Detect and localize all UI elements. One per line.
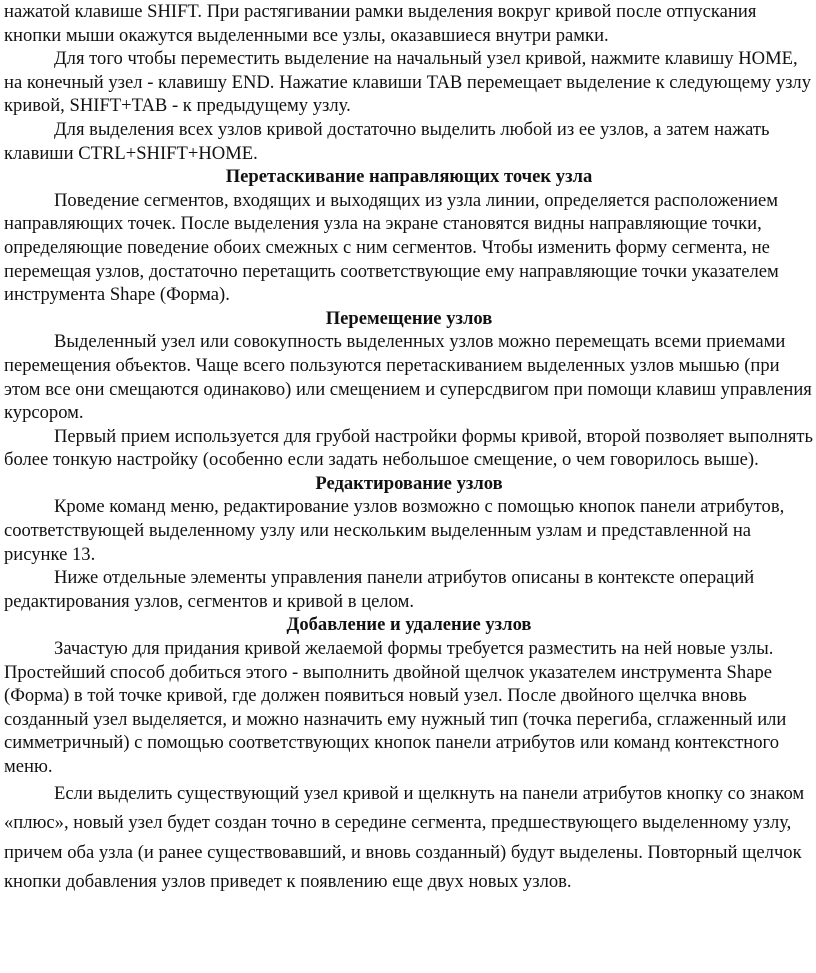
paragraph-first-method: Первый прием используется для грубой настройки формы кривой, второй позволяет выполнять более тонкую настройку (особенно если задать небольшое смещение, о чем говорилось выше). xyxy=(4,425,814,471)
heading-edit-nodes: Редактирование узлов xyxy=(315,472,503,494)
heading-move-nodes: Перемещение узлов xyxy=(325,307,493,329)
heading-add-remove-nodes: Добавление и удаление узлов xyxy=(286,614,532,636)
paragraph-home-end-keys: Для того чтобы переместить выделение на начальный узел кривой, нажмите клавишу HOME, на конечный узел - клавишу END. Нажатие клавиши TAB перемещает выделение к следующему узлу кривой, SHIFT+TAB - к предыдущему узлу. xyxy=(4,48,811,117)
paragraph-plus-button: Если выделить существующий узел кривой и щелкнуть на панели атрибутов кнопку со знаком «плюс», новый узел будет создан точно в середине сегмента, предшествующего выделенному узлу, причем оба узла (и ранее существовавший, и вновь созданный) будут выделены. Повторный щелчок кнопки добавления узлов приведет к появлению еще двух новых узлов. xyxy=(4,782,805,893)
heading-drag-control-points: Перетаскивание направляющих точек узла xyxy=(225,166,593,188)
paragraph-controls-described: Ниже отдельные элементы управления панели атрибутов описаны в контексте операций редактирования узлов, сегментов и кривой в целом. xyxy=(4,567,755,612)
paragraph-add-nodes: Зачастую для придания кривой желаемой формы требуется разместить на ней новые узлы. Простейший способ добиться этого - выполнить двойной щелчок указателем инструмента Shape (Форма) в той точке кривой, где должен появиться новый узел. После двойного щелчка вновь созданный узел выделяется, и можно назначить ему нужный тип (точка перегиба, сглаженный или симметричный) с помощью соответствующих кнопок панели атрибутов или команд контекстного меню. xyxy=(4,638,787,777)
paragraph-move-nodes: Выделенный узел или совокупность выделенных узлов можно перемещать всеми приемами перемещения объектов. Чаще всего пользуются перетаскиванием выделенных узлов мышью (при этом все они смещаются одинаково) или смещением и суперсдвигом при помощи клавиш управления курсором. xyxy=(4,331,812,424)
paragraph-control-points: Поведение сегментов, входящих и выходящих из узла линии, определяется расположением направляющих точек. После выделения узла на экране становятся видны направляющие точки, определяющие поведение обоих смежных с ним сегментов. Чтобы изменить форму сегмента, не перемещая узлов, достаточно перетащить соответствующие ему направляющие точки указателем инструмента Shape (Форма). xyxy=(4,189,779,306)
paragraph-shift-selection: нажатой клавише SHIFT. При растягивании рамки выделения вокруг кривой после отпускания кнопки мыши окажутся выделенными все узлы, оказавшиеся внутри рамки. xyxy=(4,1,757,46)
paragraph-edit-nodes: Кроме команд меню, редактирование узлов возможно с помощью кнопок панели атрибутов, соответствующей выделенному узлу или нескольким выделенным узлам и представленной на рисунке 13. xyxy=(4,496,785,565)
paragraph-select-all-nodes: Для выделения всех узлов кривой достаточно выделить любой из ее узлов, а затем нажать клавиши CTRL+SHIFT+HOME. xyxy=(4,118,770,164)
